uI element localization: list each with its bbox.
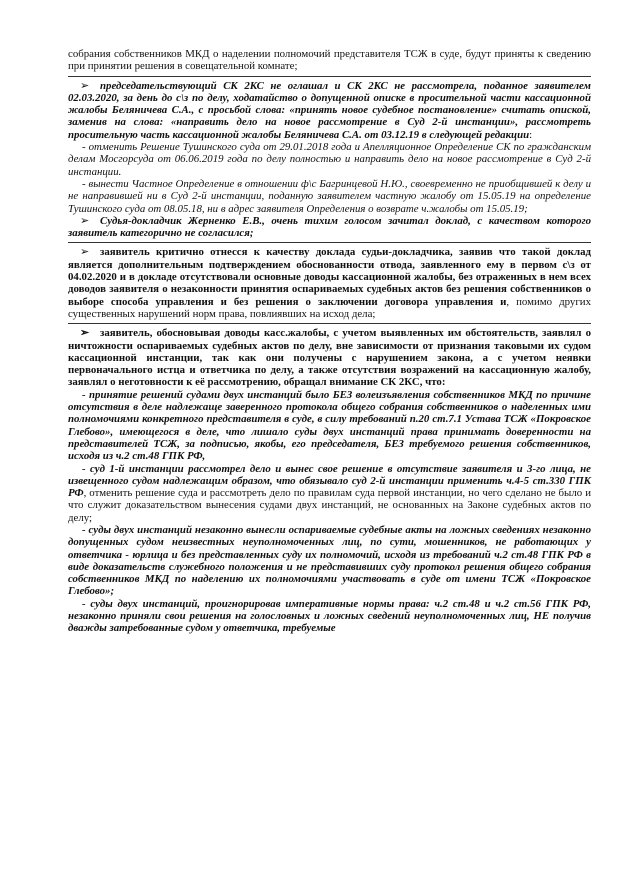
divider (68, 323, 591, 324)
argument-dash-4: - суды двух инстанций, проигнорировав императивные нормы права: ч.2 ст.48 и ч.2 ст.56 ГПК РФ, незаконно приняли свои решения на голословных и ложных сведений неуполномоченных лиц, НЕ получив дважды затребованные судом у ответчика, требуемые (68, 597, 591, 635)
arrow-bullet-icon: ➢ (80, 246, 90, 259)
argument-dash-2 (68, 463, 591, 524)
arrow-bullet-icon: ➢ (80, 327, 90, 340)
argument-dash-1: - принятие решений судами двух инстанций было БЕЗ волеизъявления собственников МКД по причине отсутствия в деле надлежаще заверенного протокола общего собрания собственников о наделенных ими полномочиями конкретного представителя в суде, в силу требований п.20 ст.7.1 Устава ТСЖ «Покровское Глебово», имеющегося в деле, что лишало суды двух инстанций права принимать доверенности на представителей ТСЖ, за подписью, якобы, его председателя, БЕЗ требуемого решения собственников, исходя из ч.2 ст.48 ГПК РФ, (68, 388, 591, 463)
request-line-1: - отменить Решение Тушинского суда от 29.01.2018 года и Апелляционное Определение СК по гражданским делам Мосгорсуда от 06.06.2019 года по делу полностью и направить дело на новое рассмотрение в Суд 2-й инстанции. (68, 141, 591, 178)
argument-dash-3: - суды двух инстанций незаконно вынесли оспариваемые судебные акты на ложных сведениях незаконно допущенных судом неизвестных неуполномоченных лиц, по сути, мошенников, не работающих у ответчика - юрлица и без представленных суду их полномочий, исходя из требований ч.2 ст.48 ГПК РФ в виде доказательств служебного положения и не представивших суду протокол решения общего собрания собственников МКД по наделению их полномочиями участвовать в суде от имени ТСЖ «Покровское Глебово»; (68, 523, 591, 598)
bullet-tail: : (529, 128, 533, 141)
divider (68, 76, 591, 77)
bullet-item-petition (68, 80, 591, 141)
bullet-text: председательствующий СК 2КС не оглашал и СК 2КС не рассмотрела, поданное заявителем 02.03.2020, за день до с\з по делу, ходатайство о допущенной описке в просительной части кассационной жалобы Беляничева С.А., с просьбой слова: «принять новое судебное постановление» считать опиской, заменив на слова: «направить дело на новое рассмотрение в Суд 2-й инстанции», рассмотреть просительную часть кассационной жалобы Беляничева С.А. от 03.12.19 в следующей редакции (68, 79, 591, 141)
bullet-item-report (68, 215, 591, 240)
bullet-text: Судья-докладчик Жерненко Е.В., очень тихим голосом зачитал доклад, с качеством которого заявитель категорично не согласился; (68, 214, 591, 240)
bullet-text: заявитель, обосновывая доводы касс.жалобы, с учетом выявленных им обстоятельств, заявлял о ничтожности оспариваемых судебных актов по делу, вне зависимости от признания таковыми их судом кассационной инстанции, так как они получены с нарушением закона, а с учетом неявки первоначального истца и ответчика по делу, а также отсутствия возражений на кассационную жалобу, заявлял о неготовности к её рассмотрению, обращал внимание СК 2КС, что: (68, 327, 591, 389)
bullet-text: заявитель критично отнесся к качеству доклада судьи-докладчика, заявив что такой доклад является дополнительным подтверждением обоснованности отвода, заявленного ему в первом с\з от 04.02.2020 и в докладе отсутствовали основные доводы кассационной жалобы, без отраженных в нем всех доводов заявителя о незаконности принятия оспариваемых судебных актов без решения собственников о выборе способа управления и без решения о заключении договора управления и (68, 246, 591, 308)
argument-emphasis: - суд 1-й инстанции рассмотрел дело и вынес свое решение в отсутствие заявителя и 3-го лица, не извещенного судом надлежащим образом, что обязывало суд 2-й инстанции применить ч.4-5 ст.330 ГПК РФ (68, 462, 591, 500)
bullet-item-arguments (68, 327, 591, 388)
arrow-bullet-icon: ➢ (80, 214, 90, 227)
argument-tail: , отменить решение суда и рассмотреть дело по правилам суда первой инстанции, но чего сделано не было и что служит доказательством вынесения судами двух инстанций, не основанных на Законе судебных актов по делу; (68, 487, 591, 524)
paragraph-intro: собрания собственников МКД о наделении полномочий представителя ТСЖ в суде, будут приняты к сведению при принятии решения в совещательной комнате; (68, 48, 591, 73)
bullet-tail: , помимо других существенных нарушений норм права, повлиявших на исход дела; (68, 295, 591, 320)
request-line-2: - вынести Частное Определение в отношении ф\с Багринцевой Н.Ю., своевременно не приобщившей к делу и не направившей ни в Суд 2-й инстанции, поданную заявителем частную жалобу от 15.05.19 на определение Тушинского суда от 08.05.18, ни в адрес заявителя Определения о возврате ч.жалобы от 15.05.19; (68, 177, 591, 215)
divider (68, 242, 591, 243)
bullet-item-critique (68, 246, 591, 320)
arrow-bullet-icon: ➢ (80, 79, 90, 92)
